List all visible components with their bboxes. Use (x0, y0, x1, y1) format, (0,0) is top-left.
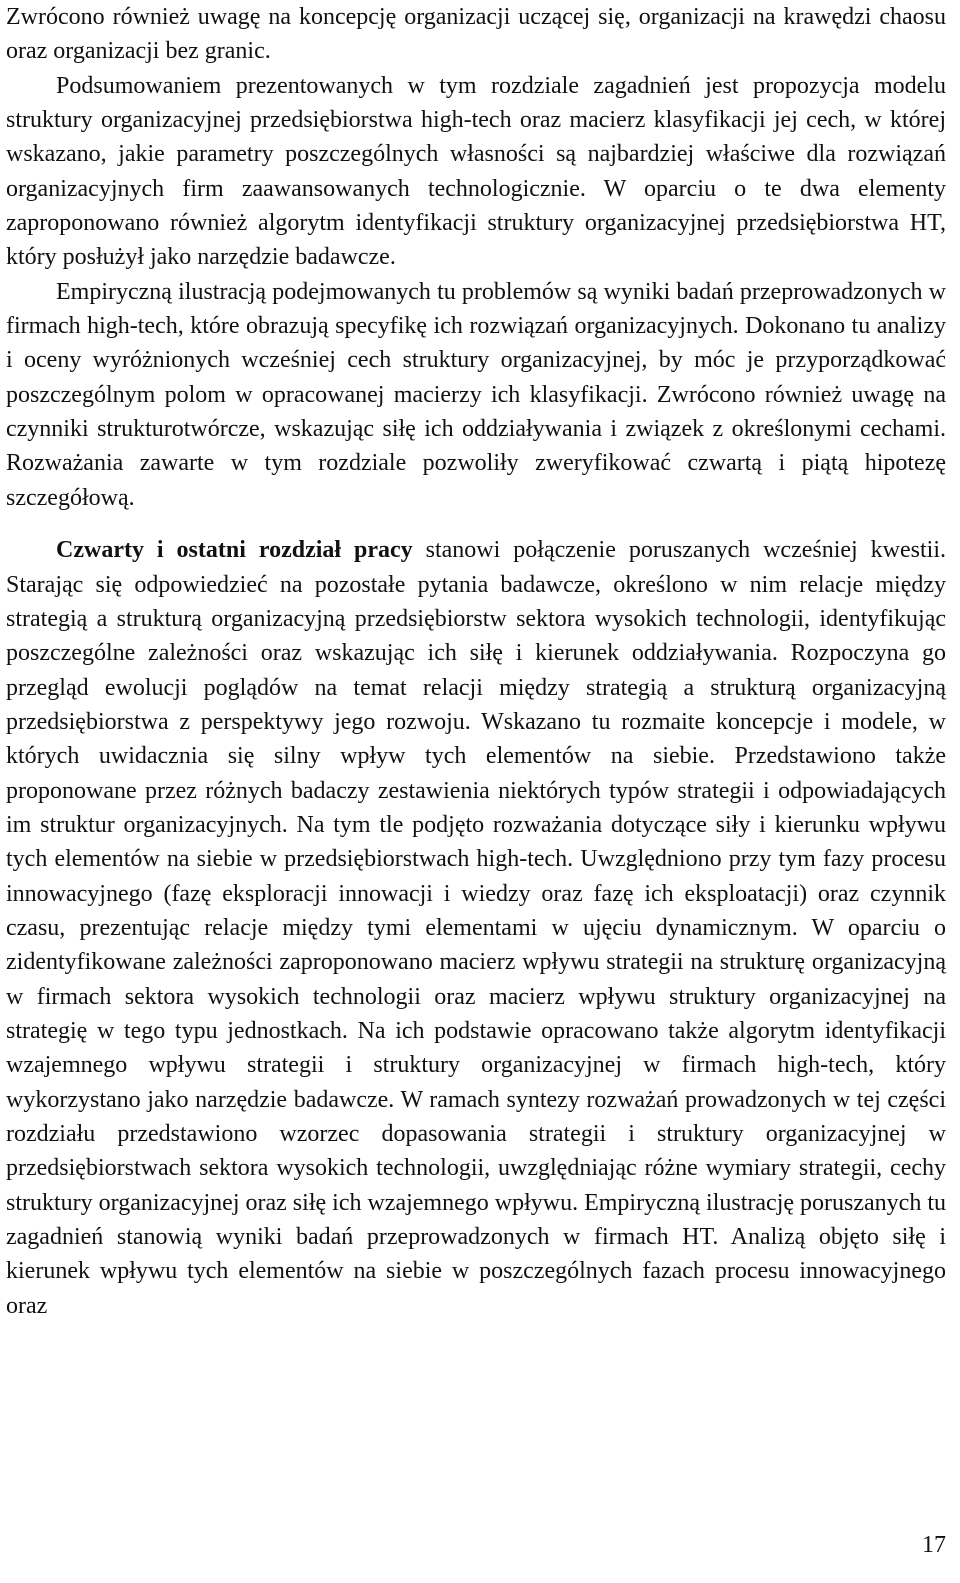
chapter-heading-bold: Czwarty i ostatni rozdział pracy (56, 537, 413, 564)
paragraph-4-text: stanowi połączenie poruszanych wcześniej kwestii. Starając się odpowiedzieć na pozostałe pytania badawcze, określono w nim relacje między strategią a strukturą organizacyjną przedsiębiorstw sektora wysokich technologii, identyfikując poszczególne zależności oraz wskazując ich siłę i kierunek oddziaływania. Rozpoczyna go przegląd ewolucji poglądów na temat relacji między strategią a strukturą organizacyjną przedsiębiorstwa z perspektywy jego rozwoju. Wskazano tu rozmaite koncepcje i modele, w których uwidacznia się silny wpływ tych elementów na siebie. Przedstawiono także proponowane przez różnych badaczy zestawienia niektórych typów strategii i odpowiadających im struktur organizacyjnych. Na tym tle podjęto rozważania dotyczące siły i kierunku wpływu tych elementów na siebie w przedsiębiorstwach high-tech. Uwzględniono przy tym fazy procesu innowacyjnego (fazę eksploracji innowacji i wiedzy oraz fazę ich eksploatacji) oraz czynnik czasu, prezentując relacje między tymi elementami w ujęciu dynamicznym. W oparciu o zidentyfikowane zależności zaproponowano macierz wpływu strategii na strukturę organizacyjną w firmach sektora wysokich technologii oraz macierz wpływu struktury organizacyjnej na strategię w tego typu jednostkach. Na ich podstawie opracowano także algorytm identyfikacji wzajemnego wpływu strategii i struktury organizacyjnej w firmach high-tech, który wykorzystano jako narzędzie badawcze. W ramach syntezy rozważań prowadzonych w tej części rozdziału przedstawiono wzorzec dopasowania strategii i struktury organizacyjnej w przedsiębiorstwach sektora wysokich technologii, uwzględniając różne wymiary strategii, cechy struktury organizacyjnej oraz siłę ich wzajemnego wpływu. Empiryczną ilustrację poruszanych tu zagadnień stanowią wyniki badań przeprowadzonych w firmach HT. Analizą objęto siłę i kierunek wpływu tych elementów na siebie w poszczególnych fazach procesu innowacyjnego oraz (6, 537, 946, 1319)
paragraph-3: Empiryczną ilustracją podejmowanych tu problemów są wyniki badań przeprowadzonych w firmach high-tech, które obrazują specyfikę ich rozwiązań organizacyjnych. Dokonano tu analizy i oceny wyróżnionych wcześniej cech struktury organizacyjnej, by móc je przyporządkować poszczególnym polom w opracowanej macierzy ich klasyfikacji. Zwrócono również uwagę na czynniki strukturotwórcze, wskazując siłę ich oddziaływania i związek z określonymi cechami. Rozważania zawarte w tym rozdziale pozwoliły zweryfikować czwartą i piątą hipotezę szczegółową. (6, 278, 946, 511)
paragraph-1: Zwrócono również uwagę na koncepcję organizacji uczącej się, organizacji na krawędzi chaosu oraz organizacji bez granic. (6, 4, 946, 65)
page-number: 17 (922, 1532, 946, 1558)
paragraph-4 (6, 533, 946, 1323)
page-body (6, 0, 946, 1323)
paragraph-2: Podsumowaniem prezentowanych w tym rozdziale zagadnień jest propozycja modelu struktury organizacyjnej przedsiębiorstwa high-tech oraz macierz klasyfikacji jej cech, w której wskazano, jakie parametry poszczególnych własności są najbardziej właściwe dla rozwiązań organizacyjnych firm zaawansowanych technologicznie. W oparciu o te dwa elementy zaproponowano również algorytm identyfikacji struktury organizacyjnej przedsiębiorstwa HT, który posłużył jako narzędzie badawcze. (6, 72, 946, 271)
